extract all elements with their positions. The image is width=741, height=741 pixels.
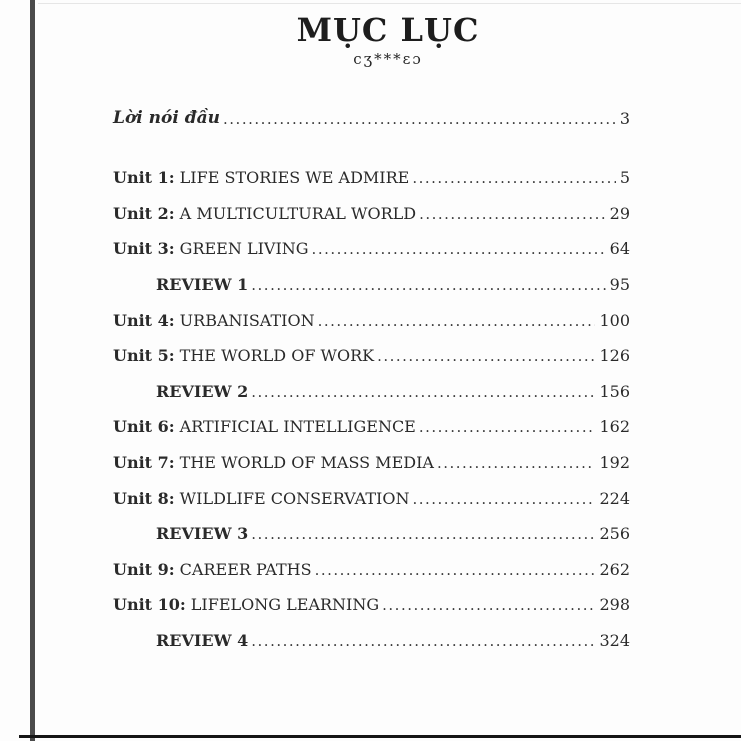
- toc-entry-page: 5: [619, 168, 630, 188]
- toc-entry-leader: [382, 595, 595, 614]
- toc-entry-prefix: Unit 1:: [113, 168, 175, 188]
- toc-entry-leader: [312, 239, 606, 258]
- toc-entry-title: LIFE STORIES WE ADMIRE: [179, 168, 410, 188]
- toc-entry-leader: [412, 168, 615, 187]
- toc-entry: [113, 160, 630, 196]
- toc-entry-page: 224: [599, 488, 630, 508]
- toc-entry: [113, 196, 630, 232]
- toc-entry: [113, 623, 630, 659]
- toc-entry-prefix: Unit 2:: [113, 203, 175, 223]
- toc-entry-page: 192: [599, 453, 630, 473]
- toc-entry-leader: [251, 524, 595, 543]
- toc-entry-page: 162: [599, 417, 630, 437]
- toc-entry-prefix: Unit 10:: [113, 595, 186, 615]
- toc-entry-title: REVIEW 2: [156, 381, 249, 401]
- toc-entry-page: 298: [599, 595, 630, 615]
- toc-entry: [113, 480, 630, 516]
- toc-entry-leader: [318, 311, 596, 330]
- toc-entry-title: REVIEW 1: [156, 275, 249, 295]
- toc-entry-page: 256: [599, 524, 630, 544]
- toc-entry: [113, 445, 630, 481]
- toc-page: [35, 0, 741, 658]
- toc-entry-title: CAREER PATHS: [179, 559, 312, 579]
- toc-entry-prefix: Unit 4:: [113, 310, 175, 330]
- toc-entry-title: LIFELONG LEARNING: [190, 595, 380, 615]
- toc-entry-prefix: Unit 3:: [113, 239, 175, 259]
- toc-entry: [113, 587, 630, 623]
- toc-entry: [113, 516, 630, 552]
- toc-entry: [113, 302, 630, 338]
- toc-entry-page: 95: [609, 275, 630, 295]
- toc-entry: [113, 105, 630, 131]
- toc-entry-title: REVIEW 3: [156, 524, 249, 544]
- toc-entry-page: 262: [599, 559, 630, 579]
- toc-entry-title: GREEN LIVING: [179, 239, 309, 259]
- toc-entry-page: 29: [609, 203, 630, 223]
- toc-entry: [113, 231, 630, 267]
- toc-entry-prefix: Unit 7:: [113, 453, 175, 473]
- toc-entry-page: 126: [599, 346, 630, 366]
- toc-entry: [113, 409, 630, 445]
- toc-entry-leader: [419, 204, 606, 223]
- toc-entry: [113, 267, 630, 303]
- toc-entry-leader: [223, 109, 616, 128]
- toc-entry-title: THE WORLD OF MASS MEDIA: [179, 453, 434, 473]
- toc-entry-leader: [377, 346, 595, 365]
- toc-entry-title: URBANISATION: [179, 310, 315, 330]
- toc-entry-prefix: Unit 9:: [113, 559, 175, 579]
- toc-entry-prefix: Unit 6:: [113, 417, 175, 437]
- toc-entry-leader: [315, 560, 596, 579]
- page-header: [35, 0, 741, 69]
- toc-entry: [113, 338, 630, 374]
- toc-entry-page: 64: [609, 239, 630, 259]
- toc-entry-leader: [419, 417, 596, 436]
- toc-entry-title: A MULTICULTURAL WORLD: [179, 203, 417, 223]
- toc-entry-page: 3: [619, 108, 630, 128]
- toc-entry-page: 100: [599, 310, 630, 330]
- toc-entry-prefix: Unit 8:: [113, 488, 175, 508]
- toc-entry-title: Lời nói đầu: [113, 108, 221, 128]
- toc-entry-title: REVIEW 4: [156, 631, 249, 651]
- toc-entry: [113, 552, 630, 588]
- toc-entry-title: ARTIFICIAL INTELLIGENCE: [179, 417, 416, 437]
- toc-entry-title: THE WORLD OF WORK: [179, 346, 375, 366]
- page-bottom-edge: [19, 735, 741, 738]
- toc-entry: [113, 374, 630, 410]
- toc-entry-prefix: Unit 5:: [113, 346, 175, 366]
- toc-entry-page: 156: [599, 381, 630, 401]
- title-ornament: cʒ***ɛɔ: [353, 50, 423, 68]
- toc-entry-leader: [412, 489, 595, 508]
- toc-entry-leader: [251, 631, 595, 650]
- toc-entry-leader: [437, 453, 596, 472]
- toc-list: [113, 105, 630, 658]
- toc-entry-leader: [251, 275, 605, 294]
- toc-entry-leader: [251, 382, 595, 401]
- page-title: MỤC LỤC: [296, 11, 480, 49]
- toc-entry-page: 324: [599, 631, 630, 651]
- toc-entry-title: WILDLIFE CONSERVATION: [179, 488, 410, 508]
